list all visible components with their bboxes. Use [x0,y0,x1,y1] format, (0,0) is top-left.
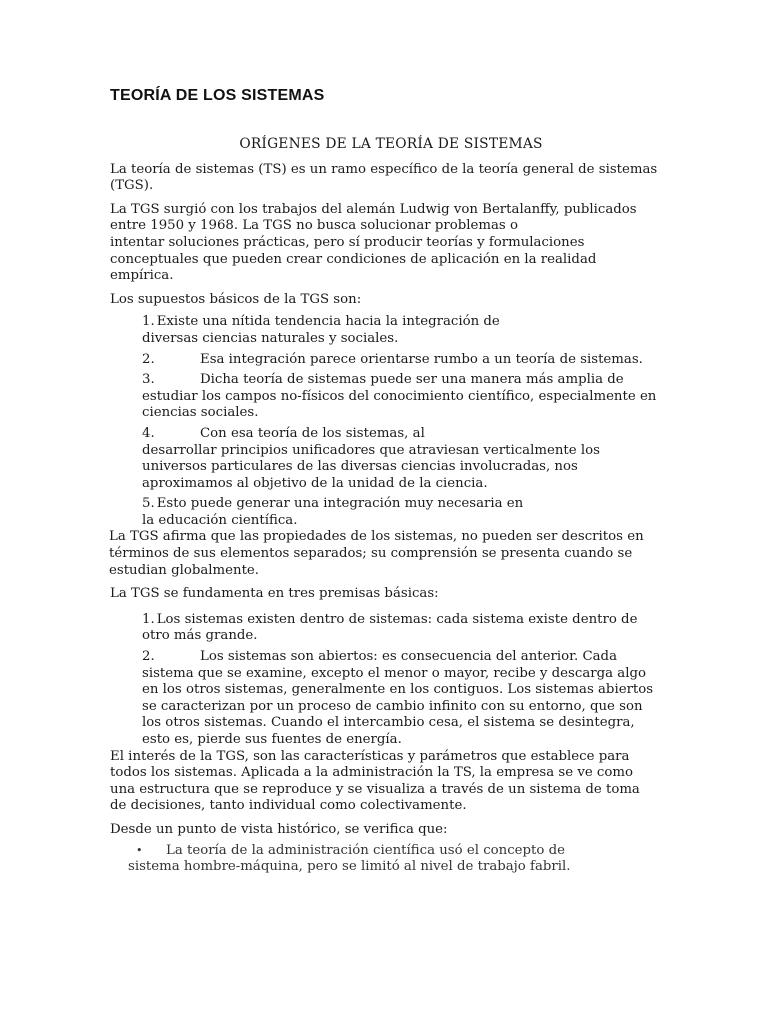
paragraph-ts-definition: La teoría de sistemas (TS) es un ramo específico de la teoría general de sistemas (TGS). [110,161,658,194]
list-item-text: La teoría de la administración científica usó el concepto de [166,842,566,858]
paragraph-interes-tgs: El interés de la TGS, son las características y parámetros que establece para todos los sistemas. Aplicada a la administración la TS, la empresa se ve como una estructura que se reproduce y se visualiza a través de un sistema de toma de decisiones, tanto individual como colectivamente. [110,748,640,814]
premisas-list [142,612,660,749]
list-item [128,843,660,876]
list-item-number: 1. [142,611,155,627]
paragraph-tgs-origin-line2: intentar soluciones prácticas, pero sí producir teorías y formulaciones conceptuales que pueden crear condiciones de aplicación en la realidad empírica. [110,234,597,284]
supuestos-list [142,314,660,529]
list-item [142,314,660,347]
list-item [142,612,660,645]
list-item-number: 2. [142,649,155,665]
historico-list [128,843,660,876]
list-item-text: Esto puede generar una integración muy necesaria en [156,496,524,512]
document-title: TEORÍA DE LOS SISTEMAS [110,87,325,104]
list-item-text-continued: la educación científica. [142,512,298,528]
list-item [142,426,660,492]
list-item-text: Los sistemas son abiertos: es consecuencia del anterior. Cada sistema que se examine, excepto el menor o mayor, recibe y descarga algo en los otros sistemas, generalmente en los contiguos. Los sistemas abiertos se caracterizan por un proceso de cambio infinito con su entorno, que son los otros sistemas. Cuando el intercambio cesa, el sistema se desintegra, esto es, pierde sus fuentes de energía. [142,649,654,747]
paragraph-historico-intro: Desde un punto de vista histórico, se verifica que: [110,821,448,837]
paragraph-tgs-afirma: La TGS afirma que las propiedades de los sistemas, no pueden ser descritos en términos de sus elementos separados; su comprensión se presenta cuando se estudian globalmente. [109,529,644,578]
list-item-number: 2. [142,351,155,367]
document-body [110,136,660,876]
list-item-text: Esa integración parece orientarse rumbo a un teoría de sistemas. [200,351,643,367]
list-item-text: Existe una nítida tendencia hacia la integración de [156,314,500,330]
list-item-text: Los sistemas existen dentro de sistemas: cada sistema existe dentro de otro más grande. [142,611,638,644]
list-item-text: Dicha teoría de sistemas puede ser una manera más amplia de estudiar los campos no-físicos del conocimiento científico, especialmente en ciencias sociales. [142,372,657,421]
list-item [142,649,660,749]
list-item-text-continued: diversas ciencias naturales y sociales. [142,330,399,346]
bullet-icon: • [136,843,143,857]
list-item [142,352,660,369]
paragraph-premisas-intro: La TGS se fundamenta en tres premisas básicas: [110,586,439,602]
list-item [142,496,660,529]
list-item-text-continued: sistema hombre-máquina, pero se limitó al nivel de trabajo fabril. [128,859,571,875]
paragraph-tgs-origin [110,202,660,285]
list-item-number: 4. [142,425,155,441]
paragraph-supuestos-intro: Los supuestos básicos de la TGS son: [110,291,362,307]
list-item-text-continued: desarrollar principios unificadores que atraviesan verticalmente los universos particulares de las diversas ciencias involucradas, nos aproximamos al objetivo de la unidad de la ciencia. [142,442,600,491]
list-item-number: 1. [142,314,155,330]
section-title: ORÍGENES DE LA TEORÍA DE SISTEMAS [239,136,543,152]
paragraph-tgs-origin-line1: La TGS surgió con los trabajos del alemán Ludwig von Bertalanffy, publicados entre 1950 y 1968. La TGS no busca solucionar problemas o [110,201,637,234]
list-item-text: Con esa teoría de los sistemas, al [200,425,425,441]
list-item-number: 5. [142,496,155,512]
list-item [142,372,660,422]
list-item-number: 3. [142,372,155,388]
